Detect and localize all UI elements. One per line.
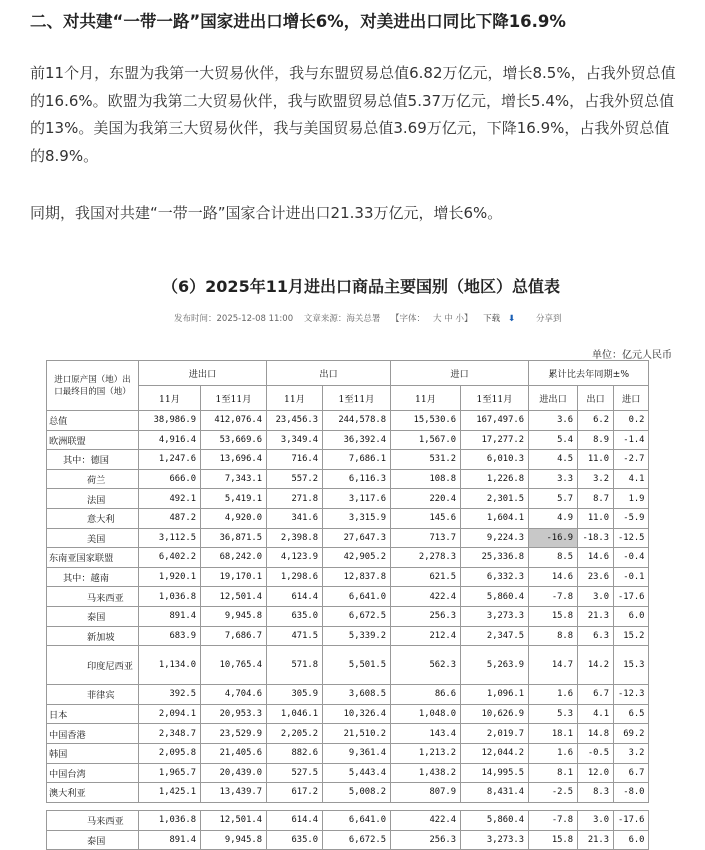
table-row <box>47 724 649 744</box>
value-cell: 716.4 <box>267 450 323 470</box>
table-row <box>47 811 649 831</box>
value-cell: 1.9 <box>614 489 649 509</box>
embedded-document-image <box>44 262 678 850</box>
value-cell: 3.2 <box>614 743 649 763</box>
value-cell: -1.4 <box>614 430 649 450</box>
header-yoy-import: 进口 <box>614 386 649 411</box>
value-cell: -0.1 <box>614 567 649 587</box>
table-row <box>47 830 649 850</box>
value-cell: 2,278.3 <box>391 548 461 568</box>
value-cell: 1,048.0 <box>391 704 461 724</box>
value-cell: 4,704.6 <box>201 685 267 705</box>
value-cell: 614.4 <box>267 811 323 831</box>
value-cell: 220.4 <box>391 489 461 509</box>
value-cell: 7,686.1 <box>323 450 391 470</box>
value-cell: 5,501.5 <box>323 646 391 685</box>
row-label-cell: 东南亚国家联盟 <box>47 548 139 568</box>
value-cell: 13,696.4 <box>201 450 267 470</box>
row-label-cell: 法国 <box>47 489 139 509</box>
value-cell: 5,263.9 <box>461 646 529 685</box>
value-cell: 0.2 <box>614 411 649 431</box>
value-cell: 6.3 <box>578 626 614 646</box>
value-cell: 305.9 <box>267 685 323 705</box>
value-cell: -18.3 <box>578 528 614 548</box>
value-cell: 11.0 <box>578 450 614 470</box>
font-size-options[interactable]: 大 中 小】 <box>433 314 473 324</box>
value-cell: 21.3 <box>578 830 614 850</box>
value-cell: 167,497.6 <box>461 411 529 431</box>
value-cell: 1.6 <box>529 685 578 705</box>
value-cell: 23.6 <box>578 567 614 587</box>
header-month: 11月 <box>267 386 323 411</box>
value-cell: 12,044.2 <box>461 743 529 763</box>
value-cell: 392.5 <box>139 685 201 705</box>
value-cell: -17.6 <box>614 587 649 607</box>
row-label-cell: 日本 <box>47 704 139 724</box>
value-cell: 14.6 <box>578 548 614 568</box>
value-cell: 14.8 <box>578 724 614 744</box>
unit-label: 单位：亿元人民币 <box>592 350 672 361</box>
value-cell: 15.2 <box>614 626 649 646</box>
value-cell: 3.0 <box>578 587 614 607</box>
value-cell: 2,019.7 <box>461 724 529 744</box>
row-label-cell: 荷兰 <box>47 469 139 489</box>
value-cell: 3,273.3 <box>461 606 529 626</box>
value-cell: 4,920.0 <box>201 508 267 528</box>
value-cell: 23,529.9 <box>201 724 267 744</box>
table-row <box>47 743 649 763</box>
value-cell: 3,112.5 <box>139 528 201 548</box>
value-cell: 9,945.8 <box>201 606 267 626</box>
value-cell: 2,301.5 <box>461 489 529 509</box>
table-row <box>47 508 649 528</box>
value-cell: 256.3 <box>391 830 461 850</box>
row-label-cell: 泰国 <box>47 830 139 850</box>
article-paragraph: 前11个月，东盟为我第一大贸易伙伴，我与东盟贸易总值6.82万亿元，增长8.5%，占我外贸总值的16.6%。欧盟为我第二大贸易伙伴，我与欧盟贸易总值5.37万亿元，增长5.4%，占我外贸总值的13%。美国为我第三大贸易伙伴，我与美国贸易总值3.69万亿元，下降16.9%，占我外贸总值的8.9%。 <box>30 64 676 165</box>
table-row <box>47 783 649 803</box>
value-cell: 713.7 <box>391 528 461 548</box>
value-cell: 14.7 <box>529 646 578 685</box>
value-cell: 271.8 <box>267 489 323 509</box>
value-cell: 14.6 <box>529 567 578 587</box>
table-row <box>47 626 649 646</box>
value-cell: 12,501.4 <box>201 811 267 831</box>
table-row <box>47 646 649 685</box>
value-cell: 15.8 <box>529 606 578 626</box>
value-cell: 6.7 <box>614 763 649 783</box>
value-cell: 4.1 <box>578 704 614 724</box>
value-cell: 8,431.4 <box>461 783 529 803</box>
value-cell: 6,672.5 <box>323 606 391 626</box>
value-cell: -7.8 <box>529 587 578 607</box>
value-cell: -2.7 <box>614 450 649 470</box>
value-cell: 5,860.4 <box>461 811 529 831</box>
row-label-cell: 印度尼西亚 <box>47 646 139 685</box>
table-row <box>47 685 649 705</box>
value-cell: 25,336.8 <box>461 548 529 568</box>
value-cell: 6.0 <box>614 830 649 850</box>
value-cell: 1,226.8 <box>461 469 529 489</box>
value-cell: 1,298.6 <box>267 567 323 587</box>
value-cell: 9,224.3 <box>461 528 529 548</box>
value-cell: -17.6 <box>614 811 649 831</box>
row-label-cell: 意大利 <box>47 508 139 528</box>
value-cell: 15.8 <box>529 830 578 850</box>
value-cell: 3,608.5 <box>323 685 391 705</box>
value-cell: 3.2 <box>578 469 614 489</box>
value-cell: 4.1 <box>614 469 649 489</box>
header-ytd: 1至11月 <box>323 386 391 411</box>
value-cell: 4,123.9 <box>267 548 323 568</box>
row-header-cell: 进口原产国（地）出口最终目的国（地） <box>47 361 139 411</box>
value-cell: 1,425.1 <box>139 783 201 803</box>
row-label-cell: 美国 <box>47 528 139 548</box>
value-cell: 17,277.2 <box>461 430 529 450</box>
value-cell: 1,096.1 <box>461 685 529 705</box>
table-row <box>47 587 649 607</box>
value-cell: 86.6 <box>391 685 461 705</box>
value-cell: 21.3 <box>578 606 614 626</box>
value-cell: 20,953.3 <box>201 704 267 724</box>
value-cell: 635.0 <box>267 606 323 626</box>
value-cell: 27,647.3 <box>323 528 391 548</box>
header-yoy-total: 进出口 <box>529 386 578 411</box>
value-cell: 8.3 <box>578 783 614 803</box>
value-cell: 10,626.9 <box>461 704 529 724</box>
value-cell: 21,405.6 <box>201 743 267 763</box>
value-cell: 9,361.4 <box>323 743 391 763</box>
header-total: 进出口 <box>139 361 267 386</box>
header-ytd: 1至11月 <box>201 386 267 411</box>
header-month: 11月 <box>391 386 461 411</box>
row-label-cell: 泰国 <box>47 606 139 626</box>
value-cell: 18.1 <box>529 724 578 744</box>
value-cell: 5.3 <box>529 704 578 724</box>
value-cell: 12,837.8 <box>323 567 391 587</box>
value-cell: -12.3 <box>614 685 649 705</box>
value-cell: 562.3 <box>391 646 461 685</box>
value-cell: 11.0 <box>578 508 614 528</box>
document-title: （6）2025年11月进出口商品主要国别（地区）总值表 <box>162 277 560 296</box>
value-cell: 7,686.7 <box>201 626 267 646</box>
value-cell: 145.6 <box>391 508 461 528</box>
value-cell: 23,456.3 <box>267 411 323 431</box>
row-label-cell: 马来西亚 <box>47 587 139 607</box>
value-cell: 8.9 <box>578 430 614 450</box>
value-cell: 666.0 <box>139 469 201 489</box>
value-cell: 256.3 <box>391 606 461 626</box>
header-import: 进口 <box>391 361 529 386</box>
value-cell: 492.1 <box>139 489 201 509</box>
row-label-cell: 澳大利亚 <box>47 783 139 803</box>
article-source: 文章来源：海关总署 <box>303 314 381 324</box>
value-cell: 1,920.1 <box>139 567 201 587</box>
value-cell: 5,443.4 <box>323 763 391 783</box>
value-cell: 2,095.8 <box>139 743 201 763</box>
value-cell: 5,008.2 <box>323 783 391 803</box>
value-cell: 1,965.7 <box>139 763 201 783</box>
article-heading: 二、对共建“一带一路”国家进出口增长6%，对美进出口同比下降16.9% <box>30 12 566 31</box>
value-cell: -12.5 <box>614 528 649 548</box>
row-label-cell: 其中：越南 <box>47 567 139 587</box>
value-cell: 6,402.2 <box>139 548 201 568</box>
value-cell: 2,094.1 <box>139 704 201 724</box>
value-cell: 15.3 <box>614 646 649 685</box>
value-cell: 5.4 <box>529 430 578 450</box>
value-cell: 7,343.1 <box>201 469 267 489</box>
value-cell: 614.4 <box>267 587 323 607</box>
value-cell: 10,326.4 <box>323 704 391 724</box>
value-cell: 1,604.1 <box>461 508 529 528</box>
value-cell: 53,669.6 <box>201 430 267 450</box>
row-label-cell: 其中：德国 <box>47 450 139 470</box>
value-cell: 9,945.8 <box>201 830 267 850</box>
value-cell: 1,134.0 <box>139 646 201 685</box>
table-row <box>47 469 649 489</box>
value-cell: 1,213.2 <box>391 743 461 763</box>
download-icon[interactable]: ⬇ <box>508 314 516 324</box>
value-cell: 1,036.8 <box>139 811 201 831</box>
value-cell: 3.6 <box>529 411 578 431</box>
value-cell: 621.5 <box>391 567 461 587</box>
value-cell: 557.2 <box>267 469 323 489</box>
value-cell: 3,273.3 <box>461 830 529 850</box>
value-cell: 6,641.0 <box>323 587 391 607</box>
row-label-cell: 马来西亚 <box>47 811 139 831</box>
value-cell: 891.4 <box>139 606 201 626</box>
value-cell: 8.7 <box>578 489 614 509</box>
value-cell: 1.6 <box>529 743 578 763</box>
value-cell: 8.1 <box>529 763 578 783</box>
value-cell: -0.4 <box>614 548 649 568</box>
value-cell: 422.4 <box>391 811 461 831</box>
value-cell: 19,170.1 <box>201 567 267 587</box>
value-cell: -8.0 <box>614 783 649 803</box>
value-cell: 3.0 <box>578 811 614 831</box>
value-cell: 36,871.5 <box>201 528 267 548</box>
value-cell: 20,439.0 <box>201 763 267 783</box>
value-cell: 531.2 <box>391 450 461 470</box>
row-label-cell: 中国台湾 <box>47 763 139 783</box>
trade-table-continued <box>46 810 649 850</box>
row-label-cell: 新加坡 <box>47 626 139 646</box>
value-cell: 412,076.4 <box>201 411 267 431</box>
value-cell: 3,349.4 <box>267 430 323 450</box>
value-cell: 5,860.4 <box>461 587 529 607</box>
value-cell: 422.4 <box>391 587 461 607</box>
trade-table <box>46 360 649 803</box>
value-cell: 1,567.0 <box>391 430 461 450</box>
row-label-cell: 总值 <box>47 411 139 431</box>
value-cell: 244,578.8 <box>323 411 391 431</box>
value-cell: 14.2 <box>578 646 614 685</box>
value-cell: 5.7 <box>529 489 578 509</box>
value-cell: 4.5 <box>529 450 578 470</box>
value-cell: 1,247.6 <box>139 450 201 470</box>
value-cell: 12.0 <box>578 763 614 783</box>
value-cell: 683.9 <box>139 626 201 646</box>
value-cell: 6,672.5 <box>323 830 391 850</box>
value-cell: 15,530.6 <box>391 411 461 431</box>
value-cell: 2,205.2 <box>267 724 323 744</box>
value-cell: 617.2 <box>267 783 323 803</box>
value-cell: 807.9 <box>391 783 461 803</box>
row-label-cell: 欧洲联盟 <box>47 430 139 450</box>
value-cell: 143.4 <box>391 724 461 744</box>
value-cell: 882.6 <box>267 743 323 763</box>
value-cell: 6,010.3 <box>461 450 529 470</box>
header-ytd: 1至11月 <box>461 386 529 411</box>
value-cell: -16.9 <box>529 528 578 548</box>
header-month: 11月 <box>139 386 201 411</box>
value-cell: 6.2 <box>578 411 614 431</box>
article-paragraph: 同期，我国对共建“一带一路”国家合计进出口21.33万亿元，增长6%。 <box>30 204 503 222</box>
value-cell: 69.2 <box>614 724 649 744</box>
value-cell: -5.9 <box>614 508 649 528</box>
value-cell: 6,641.0 <box>323 811 391 831</box>
value-cell: 341.6 <box>267 508 323 528</box>
value-cell: 635.0 <box>267 830 323 850</box>
value-cell: 3.3 <box>529 469 578 489</box>
value-cell: 571.8 <box>267 646 323 685</box>
value-cell: 38,986.9 <box>139 411 201 431</box>
table-row <box>47 567 649 587</box>
value-cell: 14,995.5 <box>461 763 529 783</box>
row-label-cell: 中国香港 <box>47 724 139 744</box>
value-cell: 4,916.4 <box>139 430 201 450</box>
value-cell: 13,439.7 <box>201 783 267 803</box>
value-cell: 36,392.4 <box>323 430 391 450</box>
value-cell: 6,332.3 <box>461 567 529 587</box>
value-cell: 1,036.8 <box>139 587 201 607</box>
value-cell: 6,116.3 <box>323 469 391 489</box>
value-cell: -2.5 <box>529 783 578 803</box>
value-cell: 5,419.1 <box>201 489 267 509</box>
publish-time: 发布时间：2025-12-08 11:00 <box>174 314 294 324</box>
table-row <box>47 489 649 509</box>
value-cell: 8.8 <box>529 626 578 646</box>
value-cell: 6.7 <box>578 685 614 705</box>
value-cell: 8.5 <box>529 548 578 568</box>
value-cell: 2,347.5 <box>461 626 529 646</box>
document-meta <box>174 312 570 324</box>
value-cell: 5,339.2 <box>323 626 391 646</box>
header-export: 出口 <box>267 361 391 386</box>
value-cell: 2,348.7 <box>139 724 201 744</box>
header-yoy: 累计比去年同期±% <box>529 361 649 386</box>
value-cell: 6.0 <box>614 606 649 626</box>
table-row <box>47 528 649 548</box>
table-row <box>47 411 649 431</box>
value-cell: 108.8 <box>391 469 461 489</box>
value-cell: 212.4 <box>391 626 461 646</box>
table-row <box>47 430 649 450</box>
value-cell: 21,510.2 <box>323 724 391 744</box>
row-label-cell: 菲律宾 <box>47 685 139 705</box>
value-cell: 10,765.4 <box>201 646 267 685</box>
value-cell: 527.5 <box>267 763 323 783</box>
value-cell: 12,501.4 <box>201 587 267 607</box>
table-row <box>47 548 649 568</box>
row-label-cell: 韩国 <box>47 743 139 763</box>
table-row <box>47 606 649 626</box>
value-cell: 6.5 <box>614 704 649 724</box>
share-link[interactable]: 分享到 <box>536 314 562 324</box>
header-yoy-export: 出口 <box>578 386 614 411</box>
table-row <box>47 763 649 783</box>
value-cell: 2,398.8 <box>267 528 323 548</box>
value-cell: 42,905.2 <box>323 548 391 568</box>
table-row <box>47 450 649 470</box>
table-row <box>47 704 649 724</box>
value-cell: 3,315.9 <box>323 508 391 528</box>
value-cell: -7.8 <box>529 811 578 831</box>
font-size-label: 【字体： <box>391 314 426 324</box>
value-cell: 891.4 <box>139 830 201 850</box>
value-cell: 1,046.1 <box>267 704 323 724</box>
value-cell: -0.5 <box>578 743 614 763</box>
value-cell: 4.9 <box>529 508 578 528</box>
download-link[interactable]: 下载 <box>483 314 501 324</box>
value-cell: 68,242.0 <box>201 548 267 568</box>
value-cell: 3,117.6 <box>323 489 391 509</box>
value-cell: 471.5 <box>267 626 323 646</box>
value-cell: 487.2 <box>139 508 201 528</box>
value-cell: 1,438.2 <box>391 763 461 783</box>
